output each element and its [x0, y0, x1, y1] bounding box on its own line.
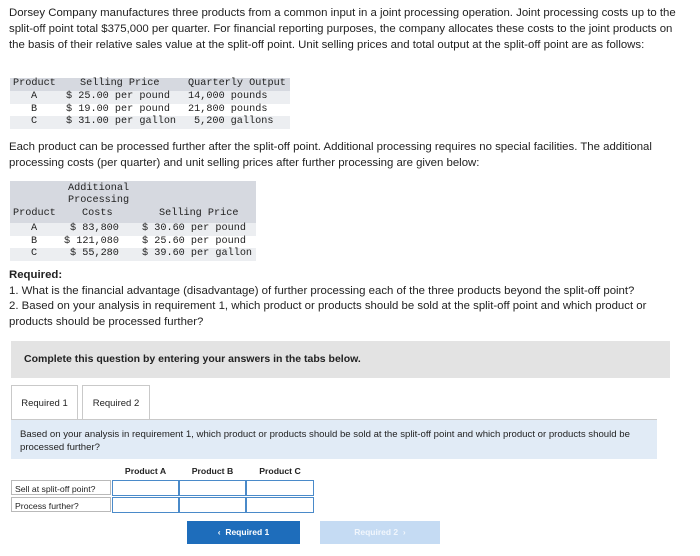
table-row [10, 91, 290, 104]
chevron-left-icon: ‹ [217, 527, 221, 537]
header-product: Product [13, 78, 56, 89]
header-product: Product [13, 208, 56, 219]
tab-required-1[interactable]: Required 1 [11, 385, 78, 419]
cell-cost: $ 83,800 [70, 223, 119, 234]
header-selling-price: Selling Price [80, 78, 160, 89]
required-heading: Required: [9, 269, 63, 281]
row-label-process: Process further? [11, 497, 111, 512]
header-additional: Additional [68, 183, 130, 194]
cell-product: B [31, 235, 38, 247]
next-button[interactable] [320, 521, 440, 544]
cell-product: B [31, 103, 38, 115]
cell-product: C [31, 248, 38, 259]
cell-product: A [31, 223, 38, 234]
cell-price: $ 19.00 per pound [66, 103, 170, 115]
header-selling-price: Selling Price [159, 208, 239, 219]
further-processing-text: Each product can be processed further after the split-off point. Additional processing requires no special facilities. The additional processing costs (per quarter) and unit selling prices after further processing are given below: [9, 141, 652, 169]
instructions-banner: Complete this question by entering your answers in the tabs below. [11, 341, 670, 378]
sell-product-b-input[interactable] [179, 480, 246, 496]
required-q2: 2. Based on your analysis in requirement 1, which product or products should be sold at the split-off point and which product or products should be processed further? [9, 300, 647, 328]
process-product-c-input[interactable] [246, 497, 314, 513]
row-label-sell: Sell at split-off point? [11, 480, 111, 495]
cell-price: $ 25.00 per pound [66, 91, 170, 102]
column-header-product-b: Product B [179, 463, 246, 478]
cell-cost: $ 55,280 [70, 248, 119, 259]
next-button-label: Required 2 [354, 527, 399, 537]
problem-intro: Dorsey Company manufactures three products from a common input in a joint processing operation. Joint processing costs up to the split-off point total $375,000 per quarter. For financial reporting purposes, the company allocates these costs to the joint products on the basis of their relative sales value at the split-off point. Unit selling prices and total output at the split-off point are as follows: [9, 7, 676, 51]
column-header-product-a: Product A [112, 463, 179, 478]
required-q1: 1. What is the financial advantage (disadvantage) of further processing each of the three products beyond the split-off point? [9, 284, 635, 297]
table-header [10, 78, 290, 91]
prev-button[interactable] [187, 521, 300, 544]
process-product-a-input[interactable] [112, 497, 179, 513]
table-header [10, 181, 256, 223]
cell-output: 14,000 pounds [188, 91, 268, 102]
table-row [10, 223, 256, 236]
table-row [10, 104, 290, 117]
header-processing: Processing [68, 195, 130, 206]
additional-processing-table [10, 181, 256, 261]
tab-required-2[interactable]: Required 2 [82, 385, 150, 420]
process-product-b-input[interactable] [179, 497, 246, 513]
cell-price: $ 39.60 per gallon [142, 248, 253, 259]
cell-output: 5,200 gallons [194, 116, 274, 127]
cell-price: $ 25.60 per pound [142, 235, 246, 247]
chevron-right-icon: › [402, 527, 406, 537]
column-header-product-c: Product C [246, 463, 314, 478]
cell-product: C [31, 116, 38, 127]
table-row [10, 116, 290, 129]
cell-price: $ 30.60 per pound [142, 223, 246, 234]
cell-output: 21,800 pounds [188, 103, 268, 115]
cell-price: $ 31.00 per gallon [66, 116, 177, 127]
question-panel: Based on your analysis in requirement 1, which product or products should be sold at the split-off point and which product or products should be processed further? [11, 419, 657, 459]
cell-cost: $ 121,080 [64, 235, 120, 247]
sell-product-c-input[interactable] [246, 480, 314, 496]
header-costs: Costs [82, 208, 113, 219]
header-quarterly-output: Quarterly Output [188, 78, 286, 89]
cell-product: A [31, 91, 38, 102]
prev-button-label: Required 1 [225, 527, 270, 537]
table-row [10, 236, 256, 249]
required-section [9, 268, 691, 330]
selling-price-table [10, 78, 290, 129]
sell-product-a-input[interactable] [112, 480, 179, 496]
table-row [10, 248, 256, 261]
